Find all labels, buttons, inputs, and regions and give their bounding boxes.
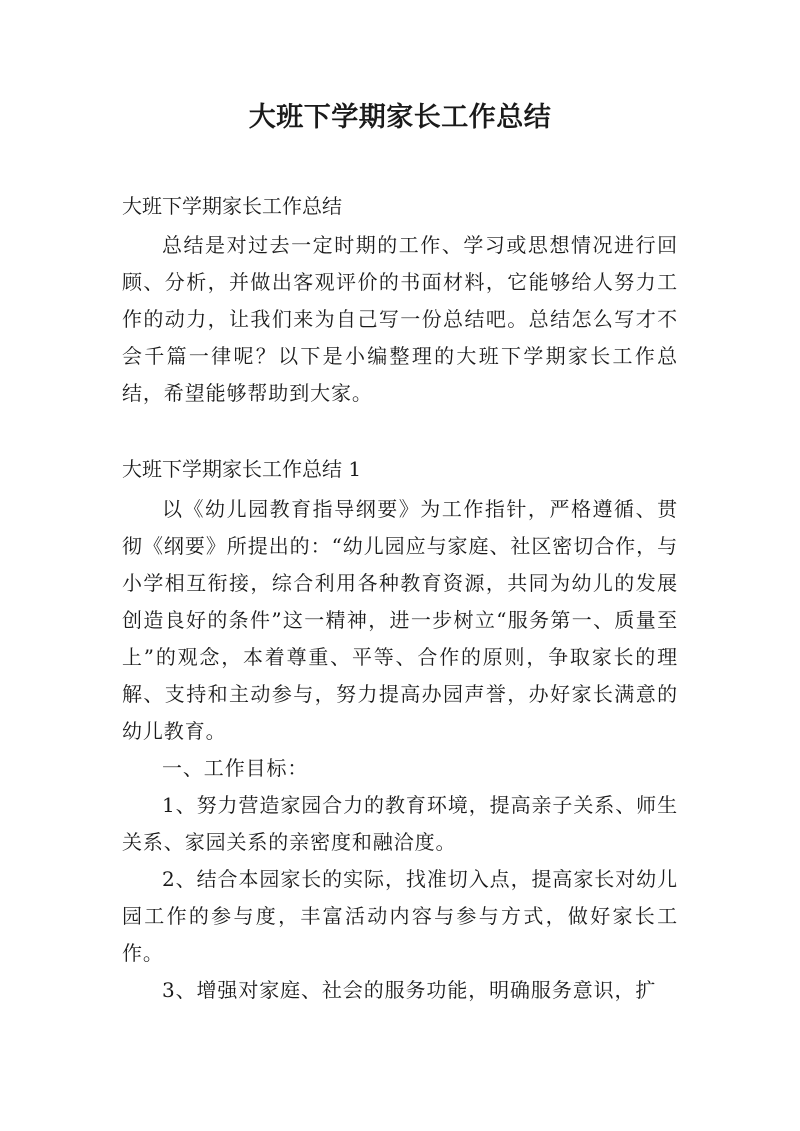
goal-item-1: 1、努力营造家园合力的教育环境，提高亲子关系、师生关系、家园关系的亲密度和融洽度。 <box>122 793 678 854</box>
goals-heading: 一、工作目标： <box>162 756 309 780</box>
intro-paragraph: 总结是对过去一定时期的工作、学习或思想情况进行回顾、分析，并做出客观评价的书面材料，它能够给人努力工作的动力，让我们来为自己写一份总结吧。总结怎么写才不会千篇一律呢？以下是小编整理的大班下学期家长工作总结，希望能够帮助到大家。 <box>122 233 678 405</box>
section-1-heading: 大班下学期家长工作总结 1 <box>122 457 362 481</box>
goal-item-2: 2、结合本园家长的实际，找准切入点，提高家长对幼儿园工作的参与度，丰富活动内容与参与方式，做好家长工作。 <box>122 867 678 965</box>
section-1-paragraph: 以《幼儿园教育指导纲要》为工作指针，严格遵循、贯彻《纲要》所提出的：“幼儿园应与家庭、社区密切合作，与小学相互衔接，综合利用各种教育资源，共同为幼儿的发展创造良好的条件”这一精神，进一步树立“服务第一、质量至上”的观念，本着尊重、平等、合作的原则，争取家长的理解、支持和主动参与，努力提高办园声誉，办好家长满意的幼儿教育。 <box>122 497 678 743</box>
intro-heading: 大班下学期家长工作总结 <box>122 194 342 218</box>
document-title: 大班下学期家长工作总结 <box>248 102 552 133</box>
goal-item-3: 3、增强对家庭、社会的服务功能，明确服务意识，扩 <box>162 978 657 1002</box>
